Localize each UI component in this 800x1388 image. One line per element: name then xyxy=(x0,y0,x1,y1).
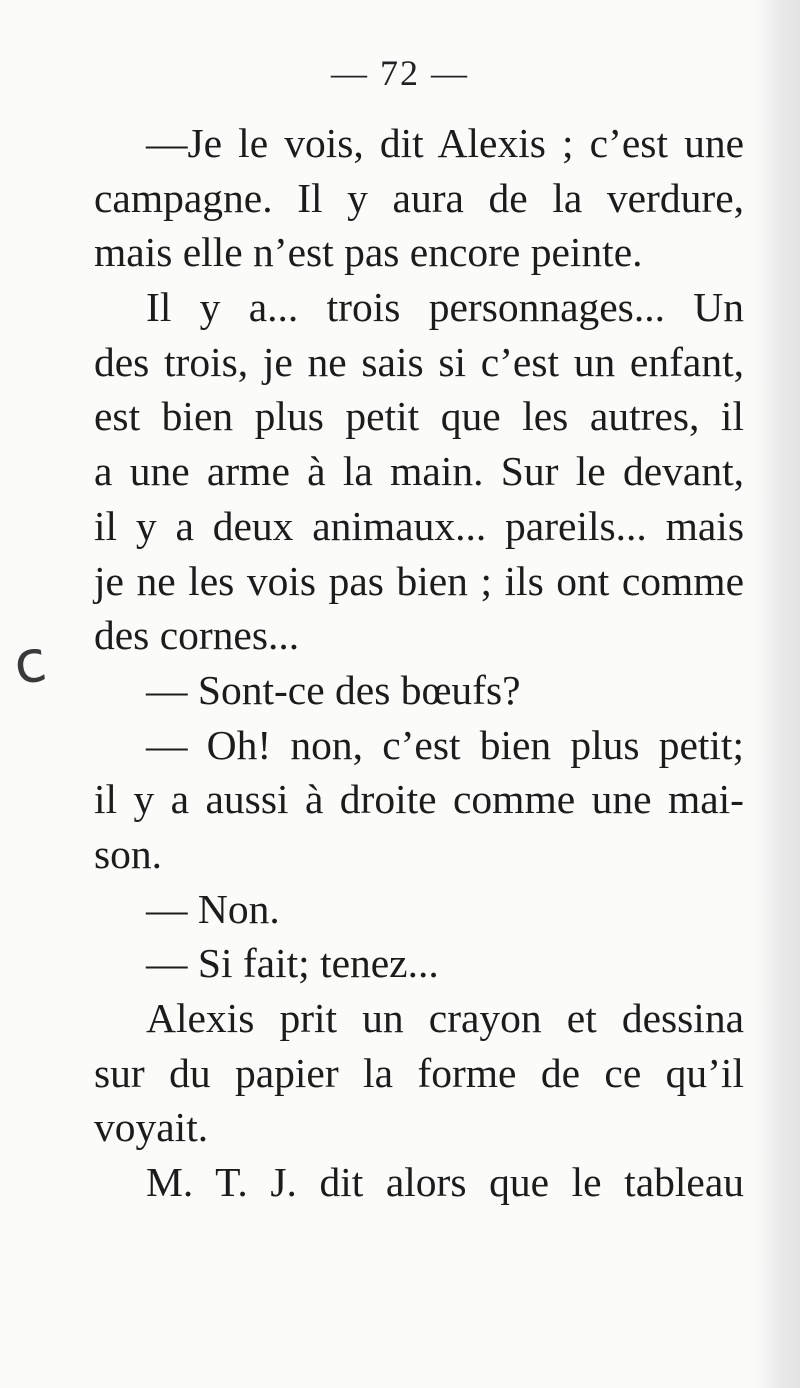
text-line: — Si fait; tenez... xyxy=(146,940,439,987)
text-line: voyait. xyxy=(94,1104,209,1151)
margin-pencil-mark: c xyxy=(9,626,51,698)
text-line: il y a deux animaux... pareils... mais xyxy=(94,502,744,549)
text-line: — Non. xyxy=(146,885,280,932)
page-edge-shadow xyxy=(754,0,800,1388)
text-line: est bien plus petit que les autres, il xyxy=(94,393,744,440)
text-line: campagne. Il y aura de la verdure, xyxy=(94,174,744,221)
text-line: son. xyxy=(94,830,163,877)
text-line: M. T. J. dit alors que le tableau xyxy=(146,1159,744,1206)
text-line: des trois, je ne sais si c’est un enfant, xyxy=(94,338,744,385)
text-line: — Oh! non, c’est bien plus petit; xyxy=(146,721,744,768)
text-line: —Je le vois, dit Alexis ; c’est une xyxy=(146,120,744,166)
text-line: Alexis prit un crayon et dessina xyxy=(146,995,744,1041)
text-line: mais elle n’est pas encore peinte. xyxy=(94,229,643,276)
text-line: il y a aussi à droite comme une mai- xyxy=(94,776,744,823)
text-line: sur du papier la forme de ce qu’il xyxy=(94,1049,744,1096)
text-line: a une arme à la main. Sur le devant, xyxy=(94,448,744,495)
text-line: je ne les vois pas bien ; ils ont comme xyxy=(94,557,744,604)
page-number: — 72 — xyxy=(331,53,469,93)
body-text xyxy=(94,116,744,1210)
text-line: — Sont-ce des bœufs? xyxy=(146,666,521,713)
text-line: des cornes... xyxy=(94,612,300,659)
text-line: Il y a... trois personnages... Un xyxy=(146,284,744,331)
